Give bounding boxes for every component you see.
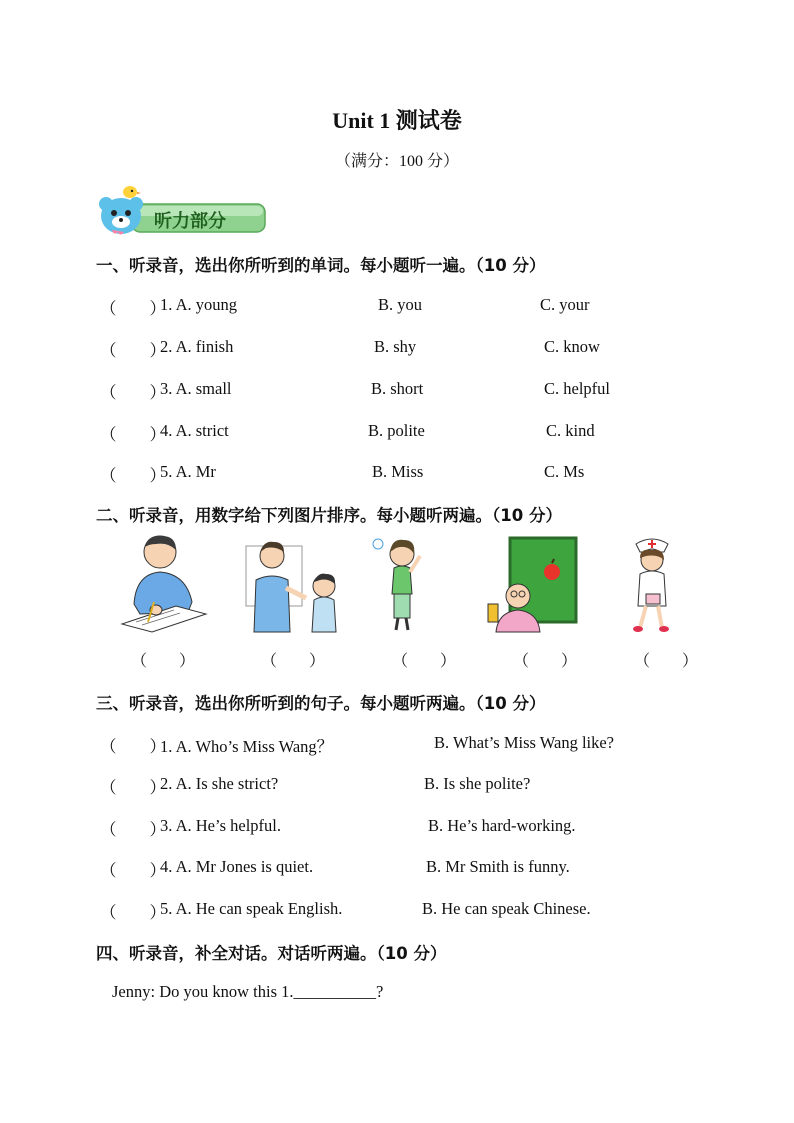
- option-c: C. helpful: [544, 379, 610, 398]
- option-a: 5. A. He can speak English.: [160, 899, 343, 918]
- listening-banner: [92, 184, 272, 240]
- answer-blank[interactable]: （ ）: [100, 778, 166, 797]
- answer-blank[interactable]: （ ）: [100, 466, 166, 485]
- option-b: B. Mr Smith is funny.: [426, 857, 570, 876]
- answer-blank[interactable]: （ ）: [100, 903, 166, 922]
- answer-blank[interactable]: （ ）: [100, 737, 166, 756]
- option-c: C. Ms: [544, 462, 585, 481]
- section-3-heading: 三、听录音，选出你所听到的句子。每小题听两遍。（10 分）: [96, 694, 546, 713]
- teacher-student-picture: [244, 532, 344, 638]
- girl-idea-picture: [366, 532, 466, 638]
- answer-blank[interactable]: （ ）: [100, 341, 166, 360]
- dialogue-line-1[interactable]: Jenny: Do you know this 1.__________?: [112, 982, 384, 1001]
- option-b: B. polite: [368, 421, 425, 440]
- answer-blank[interactable]: （ ）: [100, 861, 166, 880]
- page-title: Unit 1 测试卷: [332, 108, 462, 133]
- option-b: B. you: [378, 295, 423, 314]
- option-a: 3. A. small: [160, 379, 232, 398]
- option-a: 1. A. young: [160, 295, 238, 314]
- option-b: B. short: [371, 379, 424, 398]
- page-subtitle: （满分：100 分）: [334, 153, 459, 170]
- picture-order-blank[interactable]: （ ）: [392, 653, 457, 670]
- option-a: 2. A. Is she strict?: [160, 774, 279, 793]
- nurse-picture: [616, 532, 716, 638]
- answer-blank[interactable]: （ ）: [100, 820, 166, 839]
- boy-writing-picture: [116, 532, 216, 638]
- option-b: B. What’s Miss Wang like?: [434, 733, 615, 752]
- option-b: B. Miss: [372, 462, 424, 481]
- option-a: 1. A. Who’s Miss Wang？: [160, 737, 334, 756]
- picture-order-blank[interactable]: （ ）: [131, 653, 196, 670]
- answer-blank[interactable]: （ ）: [100, 425, 166, 444]
- option-a: 5. A. Mr: [160, 462, 216, 481]
- answer-blank[interactable]: （ ）: [100, 299, 166, 318]
- section-4-heading: 四、听录音，补全对话。对话听两遍。（10 分）: [96, 944, 447, 963]
- option-c: C. know: [544, 337, 600, 356]
- picture-order-blank[interactable]: （ ）: [261, 653, 326, 670]
- option-a: 4. A. strict: [160, 421, 229, 440]
- section-1-heading: 一、听录音，选出你所听到的单词。每小题听一遍。（10 分）: [96, 256, 546, 275]
- option-b: B. Is she polite?: [424, 774, 531, 793]
- option-c: C. kind: [546, 421, 595, 440]
- option-a: 4. A. Mr Jones is quiet.: [160, 857, 314, 876]
- option-a: 2. A. finish: [160, 337, 234, 356]
- banner-label: 听力部分: [154, 211, 226, 232]
- picture-order-blank[interactable]: （ ）: [513, 653, 578, 670]
- option-c: C. your: [540, 295, 590, 314]
- option-b: B. shy: [374, 337, 417, 356]
- section-2-heading: 二、听录音，用数字给下列图片排序。每小题听两遍。（10 分）: [96, 506, 562, 525]
- option-b: B. He’s hard-working.: [428, 816, 576, 835]
- teacher-board-picture: [482, 532, 582, 638]
- option-a: 3. A. He’s helpful.: [160, 816, 281, 835]
- option-b: B. He can speak Chinese.: [422, 899, 591, 918]
- picture-order-blank[interactable]: （ ）: [634, 653, 699, 670]
- answer-blank[interactable]: （ ）: [100, 383, 166, 402]
